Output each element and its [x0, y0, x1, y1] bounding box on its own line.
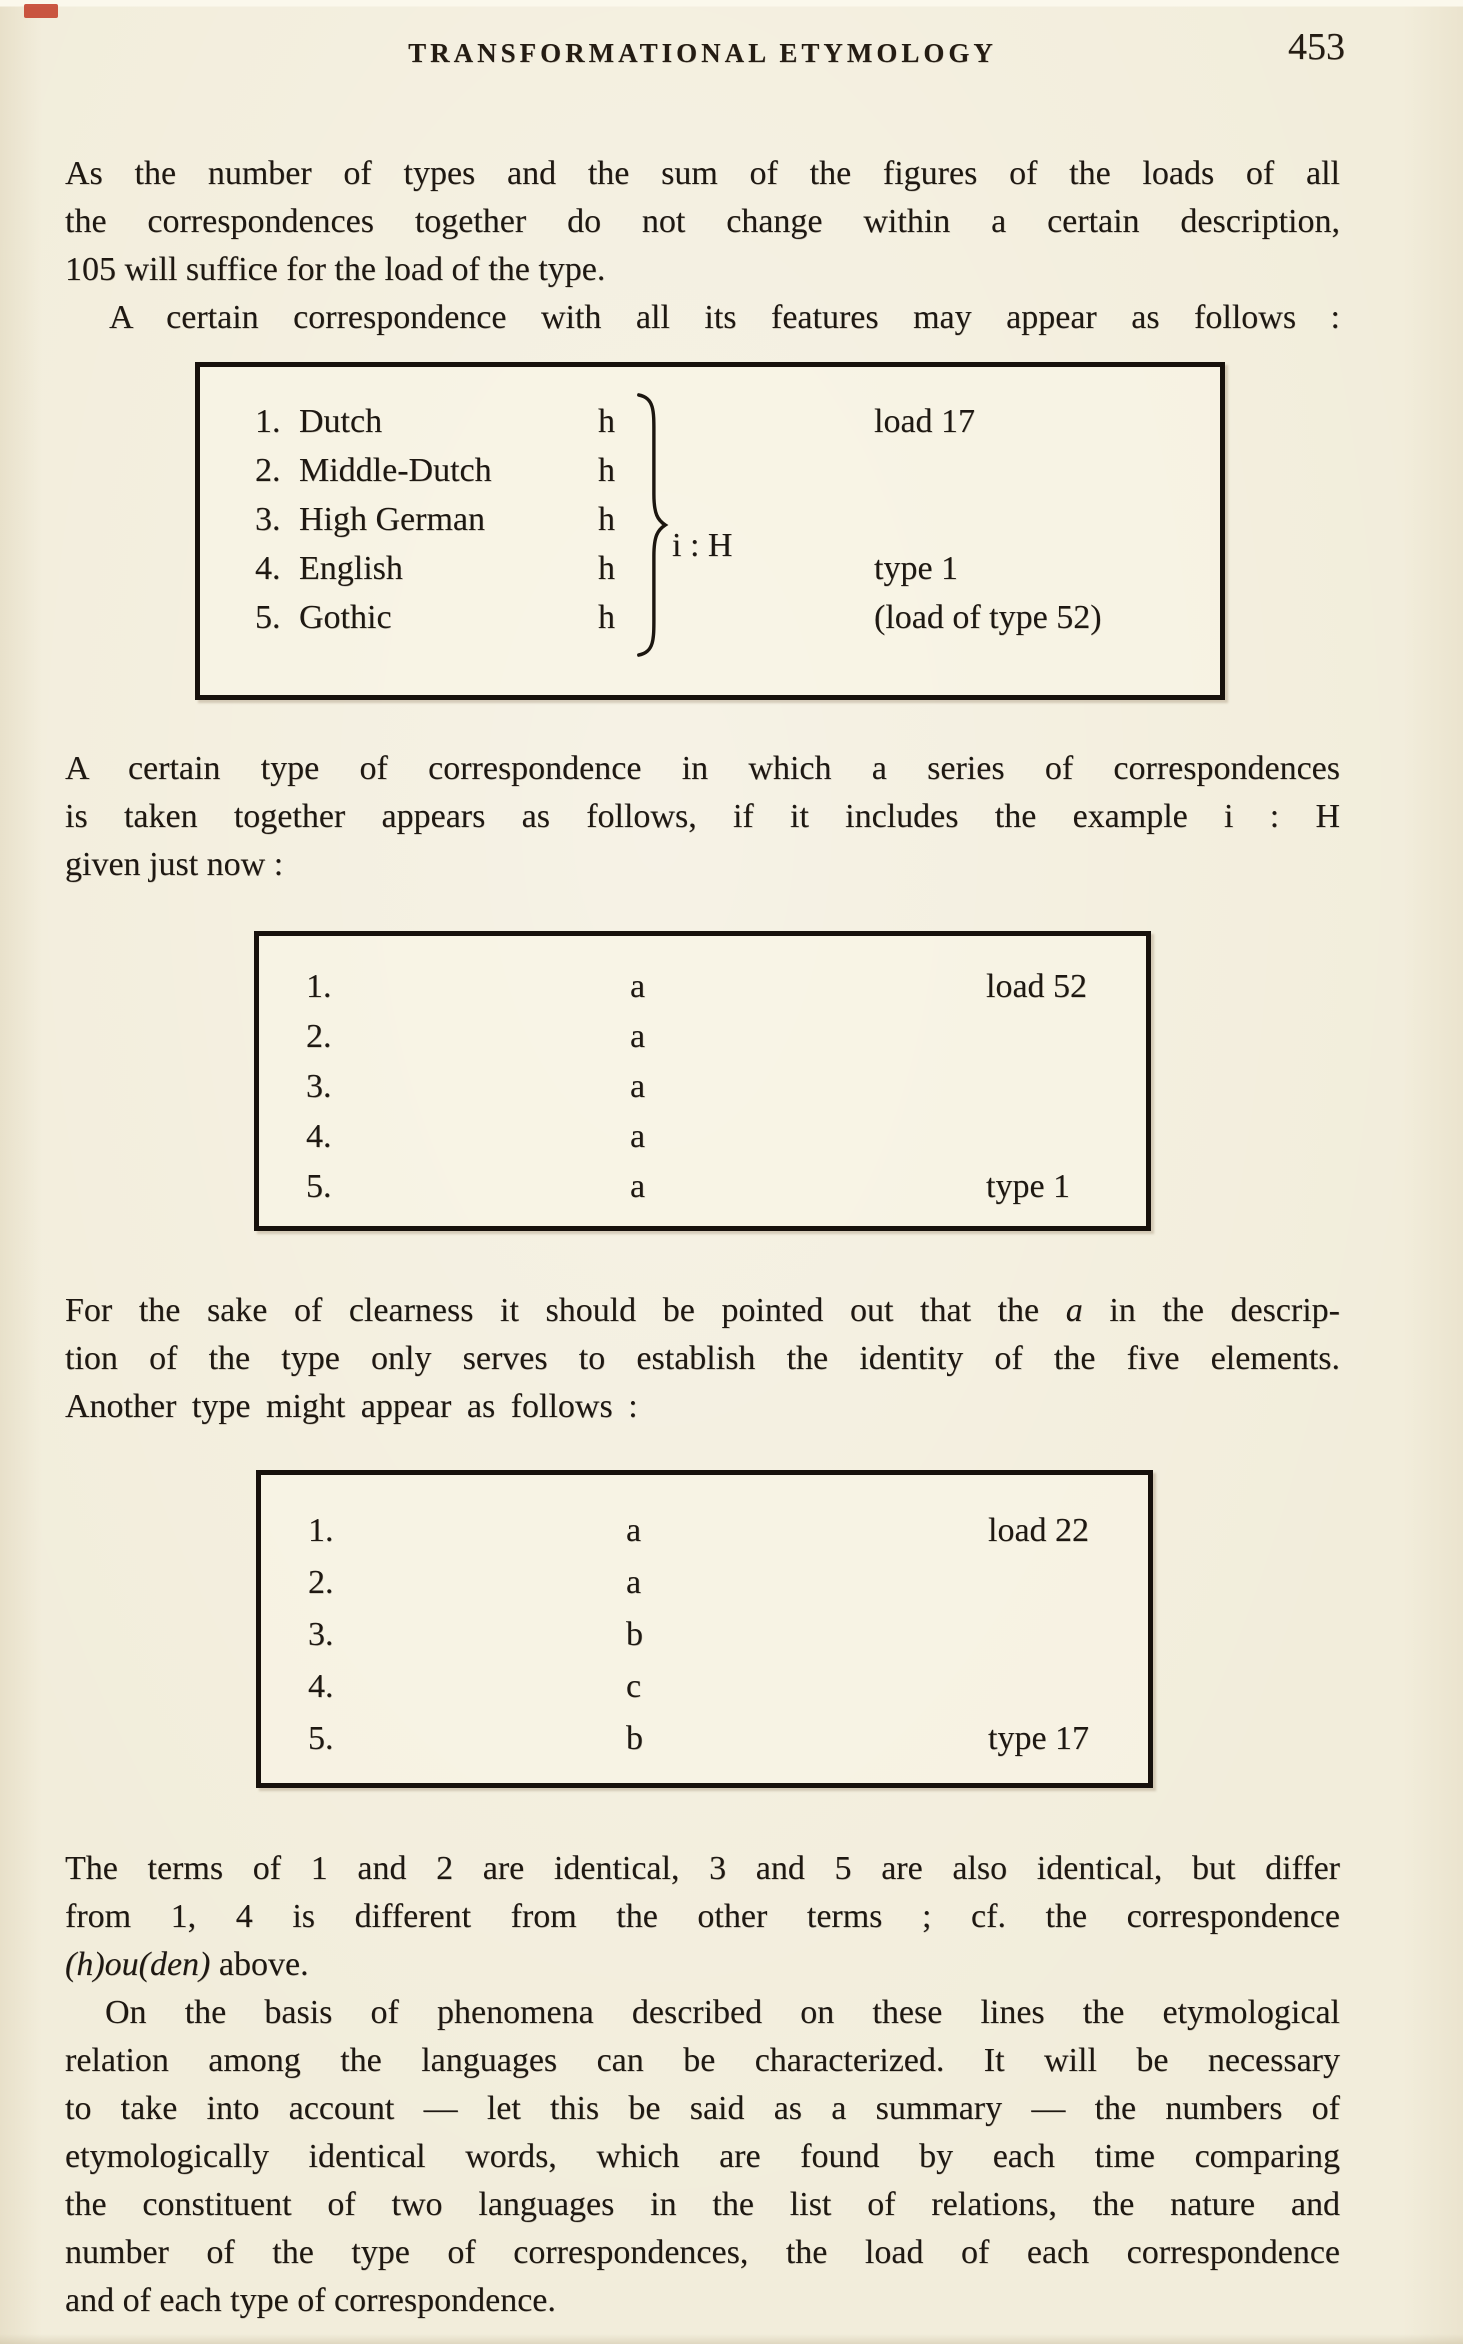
line-text: For the sake of clearness it should be pointed out that the: [65, 1292, 1066, 1329]
table-row: [200, 397, 1220, 446]
load-annotation: load 52: [986, 968, 1088, 1005]
scan-artifact: [24, 4, 58, 18]
paragraph-line: 105 will suffice for the load of the type.: [65, 251, 606, 288]
correspondence-letter: a: [630, 968, 646, 1005]
table-row: [261, 1557, 1148, 1609]
running-title: TRANSFORMATIONAL ETYMOLOGY: [408, 38, 997, 68]
correspondence-letter: a: [626, 1564, 642, 1601]
row-number: 5.: [308, 1720, 334, 1757]
table-row: [261, 1505, 1148, 1557]
paragraph-line: and of each type of correspondence.: [65, 2282, 556, 2319]
paragraph-line: A certain correspondence with all its features may appear as follows :: [109, 299, 1340, 336]
paragraph-line: from 1, 4 is different from the other terms ; cf. the correspondence: [65, 1898, 1340, 1935]
line-text: above.: [210, 1946, 309, 1983]
paragraph: [65, 1287, 1340, 1431]
paragraph-line: On the basis of phenomena described on these lines the etymological: [105, 1994, 1340, 2031]
type-annotation: type 1: [986, 1168, 1071, 1205]
row-number: 1.: [306, 968, 332, 1005]
table-row: [259, 1062, 1146, 1112]
paragraph-line: number of the type of correspondences, the load of each correspondence: [65, 2234, 1340, 2271]
language-label: English: [299, 550, 403, 587]
correspondence-letter: h: [598, 599, 615, 636]
page-number: 453: [1288, 26, 1345, 68]
table-rows: [259, 936, 1146, 1212]
language-label: Middle-Dutch: [299, 452, 492, 489]
correspondence-letter: a: [630, 1018, 646, 1055]
paragraph-line: [65, 1941, 1340, 1989]
row-number: 5.: [306, 1168, 332, 1205]
table-row: [261, 1661, 1148, 1713]
table-row: [259, 1162, 1146, 1212]
table-row: [200, 446, 1220, 495]
type-annotation: type 17: [988, 1720, 1090, 1757]
load-annotation: load 17: [874, 403, 976, 440]
row-number: 5.: [255, 599, 281, 636]
table-row: [261, 1609, 1148, 1661]
table-row: [261, 1713, 1148, 1765]
row-number: 3.: [308, 1616, 334, 1653]
paragraph: [65, 1989, 1340, 2325]
table-row: [259, 1012, 1146, 1062]
paragraph-line: etymologically identical words, which are found by each time comparing: [65, 2138, 1340, 2175]
correspondence-letter: b: [626, 1616, 643, 1653]
paragraph-line: is taken together appears as follows, if it includes the example i : H: [65, 798, 1340, 835]
paragraph: [65, 1845, 1340, 1989]
type-annotation: type 1: [874, 550, 959, 587]
italic-term: (h)ou(den): [65, 1946, 211, 1983]
correspondence-letter: b: [626, 1720, 643, 1757]
paragraph-line: to take into account — let this be said as a summary — the numbers of: [65, 2090, 1340, 2127]
table-rows: [200, 367, 1220, 642]
row-number: 1.: [308, 1512, 334, 1549]
correspondence-table-3: [256, 1470, 1153, 1788]
paragraph-line: relation among the languages can be characterized. It will be necessary: [65, 2042, 1340, 2079]
paragraph-line: Another type might appear as follows :: [65, 1388, 638, 1425]
row-number: 3.: [255, 501, 281, 538]
row-number: 2.: [255, 452, 281, 489]
correspondence-letter: a: [630, 1168, 646, 1205]
row-number: 4.: [255, 550, 281, 587]
table-rows: [261, 1475, 1148, 1765]
correspondence-letter: a: [630, 1118, 646, 1155]
brace-label: i : H: [672, 527, 733, 564]
table-row: [200, 593, 1220, 642]
load-of-type-annotation: (load of type 52): [874, 599, 1102, 636]
paragraph-line: tion of the type only serves to establish the identity of the five elements.: [65, 1340, 1340, 1377]
paragraph-line: As the number of types and the sum of the figures of the loads of all: [65, 155, 1340, 192]
correspondence-letter: c: [626, 1668, 642, 1705]
paragraph-line: [65, 1287, 1340, 1335]
paragraph: [65, 745, 1340, 889]
table-row: [259, 962, 1146, 1012]
correspondence-letter: h: [598, 501, 615, 538]
correspondence-letter: a: [630, 1068, 646, 1105]
page-body: [65, 150, 1340, 2325]
paragraph-line: the constituent of two languages in the list of relations, the nature and: [65, 2186, 1340, 2223]
correspondence-letter: h: [598, 403, 615, 440]
language-label: High German: [299, 501, 486, 538]
brace-icon: [635, 392, 669, 658]
paragraph-line: the correspondences together do not change within a certain description,: [65, 203, 1340, 240]
language-label: Dutch: [299, 403, 383, 440]
load-annotation: load 22: [988, 1512, 1090, 1549]
page-header: [65, 28, 1340, 78]
language-label: Gothic: [299, 599, 392, 636]
row-number: 2.: [306, 1018, 332, 1055]
paragraph-line: given just now :: [65, 846, 284, 883]
line-text: in the descrip-: [1082, 1292, 1340, 1329]
row-number: 2.: [308, 1564, 334, 1601]
correspondence-table-2: [254, 931, 1151, 1231]
paragraph: [65, 150, 1340, 342]
row-number: 1.: [255, 403, 281, 440]
correspondence-letter: h: [598, 550, 615, 587]
correspondence-letter: h: [598, 452, 615, 489]
row-number: 3.: [306, 1068, 332, 1105]
correspondence-table-1: [195, 362, 1225, 700]
row-number: 4.: [306, 1118, 332, 1155]
paragraph-line: The terms of 1 and 2 are identical, 3 and 5 are also identical, but differ: [65, 1850, 1340, 1887]
table-row: [259, 1112, 1146, 1162]
row-number: 4.: [308, 1668, 334, 1705]
paragraph-line: A certain type of correspondence in which a series of correspondences: [65, 750, 1340, 787]
correspondence-letter: a: [626, 1512, 642, 1549]
italic-term: a: [1065, 1292, 1083, 1329]
